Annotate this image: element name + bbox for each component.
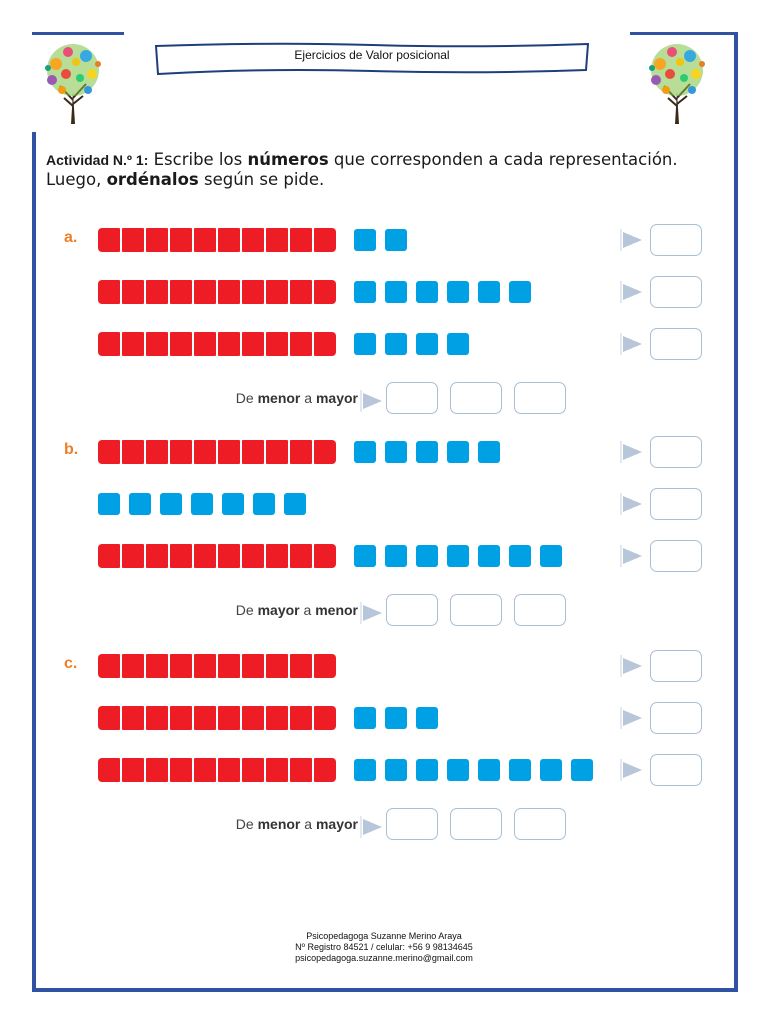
arrow-right-icon — [620, 653, 646, 679]
ten-rod-segment — [290, 440, 312, 464]
ten-rod-segment — [170, 280, 192, 304]
order-keyword: mayor — [315, 390, 358, 406]
arrow-right-icon — [620, 279, 646, 305]
unit-cubes — [98, 493, 315, 515]
order-text: a — [300, 816, 316, 832]
unit-cube — [385, 759, 407, 781]
unit-cube — [509, 759, 531, 781]
answer-box[interactable] — [650, 276, 702, 308]
ten-rod-segment — [170, 544, 192, 568]
answer-box[interactable] — [650, 540, 702, 572]
ten-rod-segment — [194, 228, 216, 252]
unit-cube — [284, 493, 306, 515]
ten-rod-segment — [122, 280, 144, 304]
arrow-right-icon — [360, 814, 386, 840]
unit-cube — [540, 545, 562, 567]
ten-rod-segment — [290, 280, 312, 304]
section-letter: b. — [64, 441, 79, 458]
tree-icon — [640, 40, 714, 124]
ten-rod-segment — [146, 228, 168, 252]
ten-rod — [98, 706, 336, 730]
ten-rod-segment — [290, 228, 312, 252]
ten-rod-segment — [122, 706, 144, 730]
ten-rod-segment — [122, 228, 144, 252]
arrow-right-icon — [620, 331, 646, 357]
unit-cubes — [354, 759, 602, 781]
unit-cubes — [354, 229, 416, 251]
unit-cube — [540, 759, 562, 781]
arrow-right-icon — [620, 757, 646, 783]
arrow-right-icon — [620, 705, 646, 731]
unit-cube — [509, 545, 531, 567]
ten-rod-segment — [266, 544, 288, 568]
ten-rod-segment — [98, 706, 120, 730]
ten-rod — [98, 440, 336, 464]
ten-rod-segment — [242, 228, 264, 252]
ten-rod-segment — [218, 654, 240, 678]
footer-email: psicopedagoga.suzanne.merino@gmail.com — [295, 953, 473, 963]
unit-cubes — [354, 545, 571, 567]
footer — [200, 931, 568, 964]
instructions-text: Luego, — [46, 170, 107, 189]
ten-rod-segment — [122, 654, 144, 678]
answer-box[interactable] — [650, 328, 702, 360]
order-text: De — [235, 816, 258, 832]
unit-cube — [571, 759, 593, 781]
ten-rod-segment — [122, 544, 144, 568]
section-letter: a. — [64, 229, 78, 246]
ten-rod-segment — [242, 758, 264, 782]
ten-rod-segment — [170, 440, 192, 464]
ten-rod-segment — [266, 228, 288, 252]
unit-cube — [385, 545, 407, 567]
unit-cube — [98, 493, 120, 515]
unit-cube — [354, 545, 376, 567]
page-title: Ejercicios de Valor posicional — [294, 48, 450, 62]
ten-rod-segment — [242, 280, 264, 304]
order-instruction — [180, 816, 358, 832]
ten-rod-segment — [98, 440, 120, 464]
order-answer-box[interactable] — [514, 594, 566, 626]
unit-cube — [478, 281, 500, 303]
unit-cube — [478, 441, 500, 463]
unit-cube — [385, 281, 407, 303]
ten-rod-segment — [290, 654, 312, 678]
order-instruction — [180, 390, 358, 406]
answer-box[interactable] — [650, 436, 702, 468]
unit-cube — [253, 493, 275, 515]
unit-cube — [478, 545, 500, 567]
unit-cubes — [354, 333, 478, 355]
order-answer-box[interactable] — [450, 594, 502, 626]
ten-rod-segment — [314, 332, 336, 356]
ten-rod-segment — [218, 440, 240, 464]
ten-rod-segment — [146, 544, 168, 568]
ten-rod-segment — [314, 228, 336, 252]
ten-rod-segment — [266, 280, 288, 304]
section-letter: c. — [64, 655, 78, 672]
order-answer-box[interactable] — [450, 808, 502, 840]
unit-cube — [416, 441, 438, 463]
order-keyword: mayor — [315, 816, 358, 832]
answer-box[interactable] — [650, 754, 702, 786]
ten-rod — [98, 228, 336, 252]
ten-rod-segment — [266, 440, 288, 464]
ten-rod-segment — [218, 228, 240, 252]
activity-number: Actividad N.º 1: — [46, 152, 149, 168]
arrow-right-icon — [620, 439, 646, 465]
order-keyword: mayor — [257, 602, 300, 618]
unit-cube — [416, 545, 438, 567]
order-answer-box[interactable] — [514, 382, 566, 414]
unit-cube — [447, 441, 469, 463]
unit-cube — [447, 333, 469, 355]
unit-cube — [447, 759, 469, 781]
order-answer-box[interactable] — [514, 808, 566, 840]
unit-cube — [447, 281, 469, 303]
ten-rod-segment — [146, 706, 168, 730]
unit-cube — [129, 493, 151, 515]
ten-rod-segment — [314, 544, 336, 568]
unit-cube — [416, 759, 438, 781]
ten-rod-segment — [146, 654, 168, 678]
ten-rod-segment — [290, 758, 312, 782]
unit-cube — [354, 707, 376, 729]
ten-rod-segment — [146, 280, 168, 304]
answer-box[interactable] — [650, 702, 702, 734]
ten-rod-segment — [98, 228, 120, 252]
unit-cube — [354, 441, 376, 463]
ten-rod-segment — [98, 654, 120, 678]
order-text: a — [300, 390, 316, 406]
footer-author: Psicopedagoga Suzanne Merino Araya — [306, 931, 462, 941]
ten-rod-segment — [218, 758, 240, 782]
activity-instructions — [46, 150, 736, 190]
unit-cube — [354, 333, 376, 355]
ten-rod-segment — [98, 280, 120, 304]
answer-box[interactable] — [650, 488, 702, 520]
ten-rod-segment — [218, 544, 240, 568]
ten-rod-segment — [98, 758, 120, 782]
order-answer-box[interactable] — [386, 382, 438, 414]
ten-rod-segment — [242, 332, 264, 356]
unit-cube — [447, 545, 469, 567]
ten-rod-segment — [98, 332, 120, 356]
ten-rod-segment — [194, 440, 216, 464]
ten-rod-segment — [290, 706, 312, 730]
arrow-right-icon — [360, 388, 386, 414]
page-border-bottom — [32, 988, 738, 992]
ten-rod-segment — [194, 332, 216, 356]
ten-rod-segment — [242, 706, 264, 730]
ten-rod-segment — [242, 544, 264, 568]
order-keyword: menor — [257, 816, 301, 832]
order-text: a — [299, 602, 316, 618]
unit-cube — [416, 707, 438, 729]
answer-box[interactable] — [650, 650, 702, 682]
ten-rod-segment — [194, 654, 216, 678]
unit-cube — [385, 333, 407, 355]
unit-cube — [385, 707, 407, 729]
arrow-right-icon — [620, 543, 646, 569]
unit-cube — [354, 229, 376, 251]
answer-box[interactable] — [650, 224, 702, 256]
arrow-right-icon — [620, 491, 646, 517]
footer-registration: Nº Registro 84521 / celular: +56 9 98134645 — [295, 942, 473, 952]
ten-rod-segment — [218, 706, 240, 730]
unit-cubes — [354, 441, 509, 463]
ten-rod-segment — [242, 654, 264, 678]
ten-rod-segment — [314, 706, 336, 730]
order-answer-box[interactable] — [386, 808, 438, 840]
ten-rod-segment — [122, 440, 144, 464]
ten-rod-segment — [266, 332, 288, 356]
ten-rod-segment — [194, 280, 216, 304]
page-border-top-right — [630, 32, 738, 35]
ten-rod-segment — [170, 758, 192, 782]
ten-rod-segment — [170, 228, 192, 252]
ten-rod-segment — [146, 440, 168, 464]
unit-cube — [478, 759, 500, 781]
ten-rod — [98, 280, 336, 304]
page-border-left — [32, 132, 36, 992]
ten-rod-segment — [290, 332, 312, 356]
ten-rod — [98, 332, 336, 356]
ten-rod-segment — [170, 654, 192, 678]
ten-rod-segment — [314, 758, 336, 782]
instructions-text: que corresponden a cada representación. — [328, 150, 678, 169]
order-instruction — [180, 602, 358, 618]
ten-rod-segment — [170, 332, 192, 356]
ten-rod-segment — [266, 706, 288, 730]
arrow-right-icon — [620, 227, 646, 253]
ten-rod-segment — [266, 758, 288, 782]
ten-rod — [98, 758, 336, 782]
arrow-right-icon — [360, 600, 386, 626]
ten-rod-segment — [266, 654, 288, 678]
instructions-text: según se pide. — [198, 170, 325, 189]
unit-cube — [385, 441, 407, 463]
ten-rod-segment — [194, 758, 216, 782]
ten-rod-segment — [218, 332, 240, 356]
order-keyword: menor — [257, 390, 301, 406]
instructions-text: Escribe los — [148, 150, 248, 169]
order-text: De — [235, 390, 258, 406]
order-answer-box[interactable] — [450, 382, 502, 414]
ten-rod-segment — [314, 654, 336, 678]
unit-cube — [416, 281, 438, 303]
ten-rod-segment — [146, 758, 168, 782]
unit-cube — [222, 493, 244, 515]
ten-rod-segment — [122, 758, 144, 782]
ten-rod-segment — [194, 706, 216, 730]
ten-rod-segment — [314, 440, 336, 464]
order-text: De — [235, 602, 258, 618]
ten-rod-segment — [146, 332, 168, 356]
ten-rod-segment — [218, 280, 240, 304]
order-keyword: menor — [315, 602, 358, 618]
ten-rod-segment — [194, 544, 216, 568]
unit-cube — [509, 281, 531, 303]
ten-rod-segment — [290, 544, 312, 568]
unit-cubes — [354, 707, 447, 729]
ten-rod-segment — [170, 706, 192, 730]
ten-rod-segment — [98, 544, 120, 568]
unit-cube — [354, 759, 376, 781]
ten-rod — [98, 654, 336, 678]
unit-cube — [160, 493, 182, 515]
page-border-top-left — [32, 32, 124, 35]
unit-cube — [191, 493, 213, 515]
ten-rod — [98, 544, 336, 568]
instructions-keyword: ordénalos — [106, 170, 199, 189]
order-answer-box[interactable] — [386, 594, 438, 626]
ten-rod-segment — [242, 440, 264, 464]
unit-cubes — [354, 281, 540, 303]
instructions-keyword: números — [247, 150, 329, 169]
unit-cube — [354, 281, 376, 303]
unit-cube — [385, 229, 407, 251]
ten-rod-segment — [122, 332, 144, 356]
ten-rod-segment — [314, 280, 336, 304]
unit-cube — [416, 333, 438, 355]
tree-icon — [36, 40, 110, 124]
